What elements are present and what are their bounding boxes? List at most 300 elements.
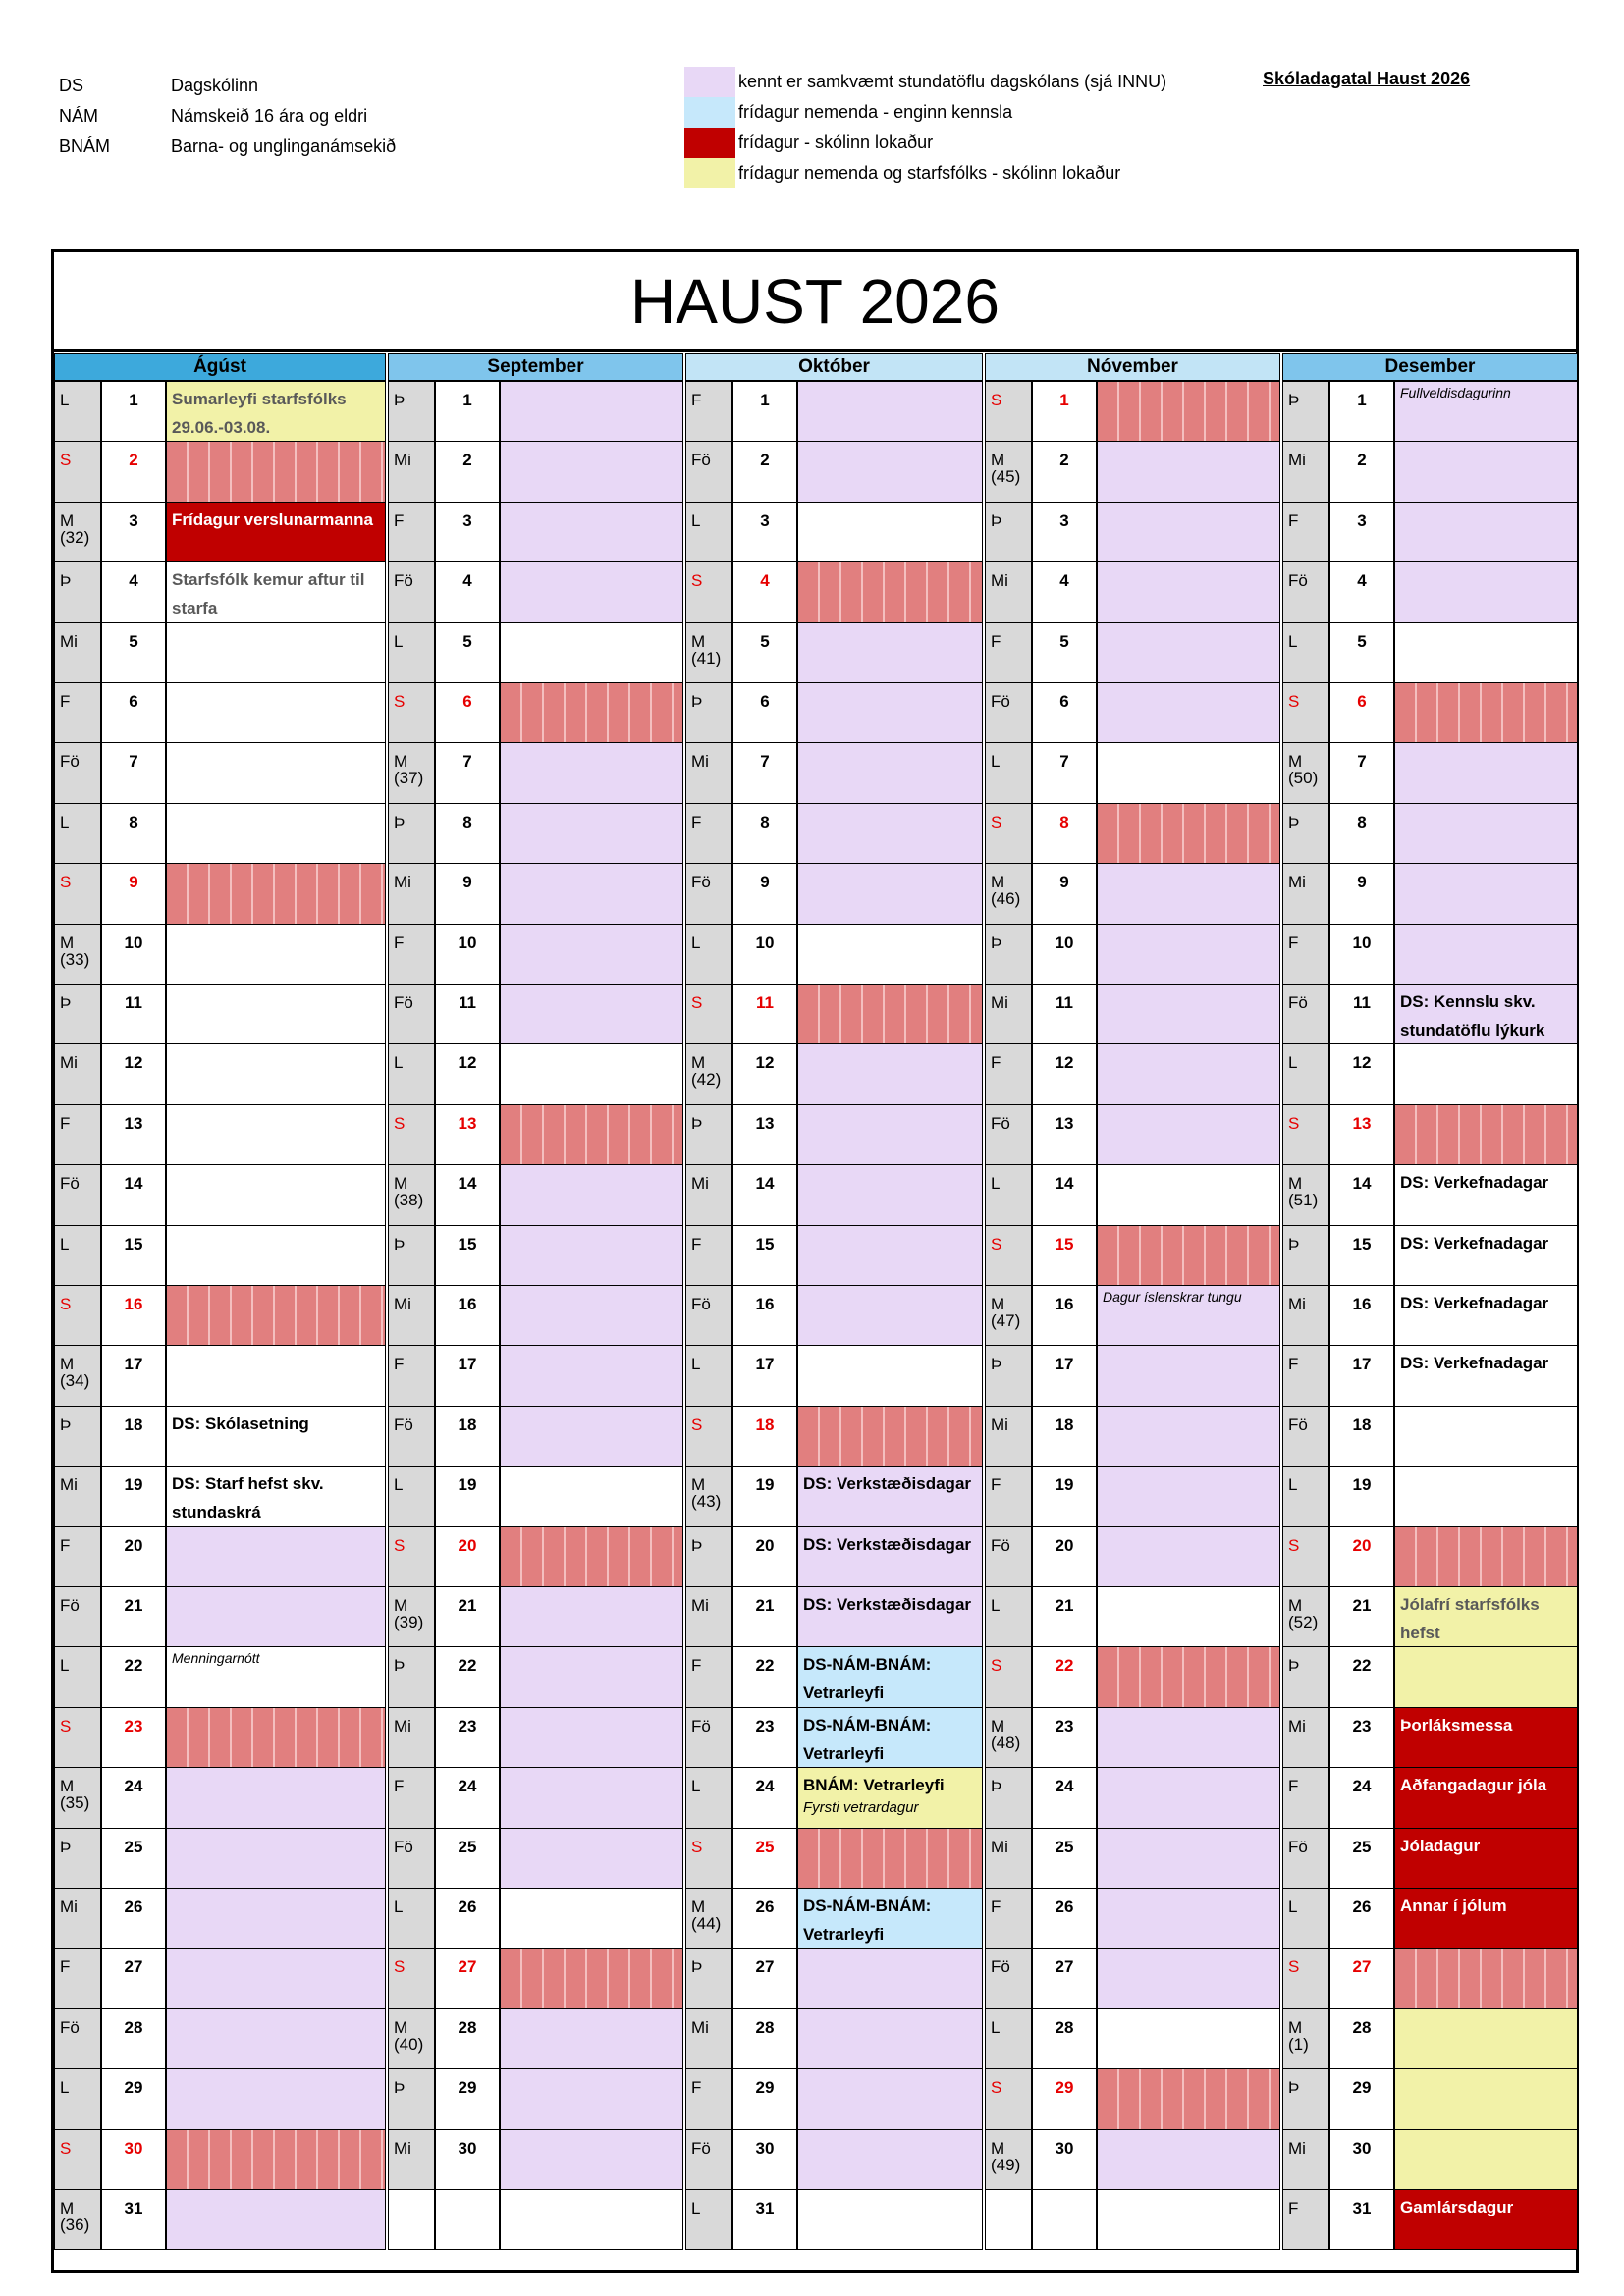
event-cell	[1394, 502, 1578, 562]
day-number: 1	[435, 381, 500, 442]
event-cell	[500, 984, 683, 1044]
weekday-label: Þ	[991, 1355, 1002, 1374]
weekday-cell	[54, 2008, 101, 2069]
weekday-cell	[1282, 441, 1329, 502]
event-cell	[1394, 803, 1578, 864]
event-cell	[797, 924, 983, 985]
event-label: DS-NÁM-BNÁM: Vetrarleyfi	[803, 1896, 932, 1944]
weekday-label: L	[691, 1777, 701, 1796]
event-cell	[1394, 2068, 1578, 2129]
day-number: 8	[1032, 803, 1097, 864]
day-row	[685, 1104, 983, 1165]
weekday-cell	[1282, 2189, 1329, 2250]
day-number: 28	[1032, 2008, 1097, 2069]
weekday-cell	[1282, 2068, 1329, 2129]
day-row	[388, 742, 683, 803]
weekday-label: L	[991, 2017, 1001, 2037]
week-number: (41)	[691, 648, 722, 667]
weekday-label: Þ	[60, 1415, 72, 1434]
event-cell	[1097, 1526, 1280, 1587]
event-cell	[797, 1406, 983, 1467]
weekday-cell	[685, 1225, 732, 1286]
weekday-cell	[1282, 1828, 1329, 1889]
day-row	[54, 2189, 386, 2250]
event-cell	[166, 1707, 386, 1768]
weekday-cell	[685, 1466, 732, 1526]
event-cell	[797, 1948, 983, 2008]
event-cell	[500, 1646, 683, 1707]
week-number: (32)	[60, 527, 90, 547]
event-cell	[797, 502, 983, 562]
weekday-label: L	[394, 631, 404, 651]
day-row	[54, 742, 386, 803]
weekday-label: Þ	[691, 1535, 703, 1555]
weekday-cell	[1282, 1526, 1329, 1587]
event-cell	[166, 1104, 386, 1165]
weekday-label: L	[691, 2199, 701, 2217]
event-cell	[1394, 1285, 1578, 1346]
weekday-cell	[985, 742, 1032, 803]
day-number: 26	[435, 1888, 500, 1949]
day-row	[1282, 502, 1578, 562]
color-legend-text: frídagur - skólinn lokaður	[738, 133, 934, 152]
day-row	[685, 863, 983, 924]
day-number: 17	[101, 1345, 166, 1406]
day-row	[1282, 984, 1578, 1044]
event-cell	[500, 2189, 683, 2250]
day-row	[685, 502, 983, 562]
weekday-cell	[685, 863, 732, 924]
week-number: (49)	[991, 2155, 1021, 2174]
event-cell	[166, 803, 386, 864]
day-row	[1282, 1104, 1578, 1165]
event-sublabel: Fyrsti vetrardagur	[803, 1799, 919, 1817]
event-label: BNÁM: Vetrarleyfi	[803, 1776, 945, 1795]
event-cell	[500, 1948, 683, 2008]
event-cell	[500, 1043, 683, 1104]
weekday-label: Mi	[394, 873, 411, 892]
day-row	[685, 1406, 983, 1467]
day-row	[54, 2129, 386, 2190]
event-cell	[500, 742, 683, 803]
day-number: 7	[732, 742, 797, 803]
day-number: 24	[1032, 1767, 1097, 1828]
day-number: 14	[732, 1164, 797, 1225]
day-number: 27	[1329, 1948, 1394, 2008]
day-row	[388, 1828, 683, 1889]
weekday-cell	[54, 622, 101, 683]
day-number: 23	[1329, 1707, 1394, 1768]
day-row	[985, 1345, 1280, 1406]
weekday-label: F	[60, 1957, 71, 1977]
day-row	[685, 381, 983, 442]
event-cell	[500, 924, 683, 985]
weekday-label: L	[1288, 1053, 1298, 1073]
weekday-cell	[985, 803, 1032, 864]
calendar-title: HAUST 2026	[54, 252, 1576, 352]
event-cell	[1097, 2189, 1280, 2250]
weekday-label: Mi	[60, 1053, 78, 1073]
event-cell	[797, 682, 983, 743]
weekday-label: Mi	[394, 1295, 411, 1313]
event-cell	[1394, 984, 1578, 1044]
day-number: 11	[101, 984, 166, 1044]
day-row	[1282, 1948, 1578, 2008]
event-cell	[1097, 381, 1280, 442]
day-row	[54, 502, 386, 562]
weekday-label: F	[60, 692, 71, 711]
weekday-label: Mi	[991, 1415, 1008, 1434]
event-cell	[797, 1225, 983, 1286]
day-row	[985, 924, 1280, 985]
weekday-label: S	[991, 1656, 1002, 1676]
weekday-cell	[685, 2068, 732, 2129]
event-cell	[500, 1406, 683, 1467]
day-row	[985, 1586, 1280, 1647]
event-cell	[166, 1164, 386, 1225]
event-cell	[1097, 2129, 1280, 2190]
day-number: 2	[1329, 441, 1394, 502]
weekday-label: Fö	[1288, 1837, 1308, 1856]
event-label: Jólafrí starfsfólks hefst	[1400, 1595, 1540, 1642]
event-cell	[166, 924, 386, 985]
day-row	[388, 1466, 683, 1526]
day-row	[388, 1345, 683, 1406]
event-cell	[166, 1345, 386, 1406]
day-row	[1282, 2189, 1578, 2250]
weekday-cell	[388, 1466, 435, 1526]
day-row	[985, 381, 1280, 442]
weekday-cell	[1282, 622, 1329, 683]
weekday-label: F	[991, 1897, 1001, 1916]
day-row	[985, 1466, 1280, 1526]
day-number: 30	[101, 2129, 166, 2190]
weekday-label: L	[1288, 631, 1298, 651]
weekday-cell	[1282, 1225, 1329, 1286]
weekday-label: Mi	[991, 1837, 1008, 1856]
event-note: Dagur íslenskrar tungu	[1103, 1289, 1242, 1305]
event-cell	[797, 1285, 983, 1346]
day-row	[388, 682, 683, 743]
day-number: 28	[435, 2008, 500, 2069]
event-cell	[1097, 1948, 1280, 2008]
day-row	[388, 803, 683, 864]
day-number: 18	[732, 1406, 797, 1467]
day-row	[985, 1285, 1280, 1346]
abbreviation-legend	[59, 71, 396, 162]
day-row	[54, 1586, 386, 1647]
weekday-cell	[388, 381, 435, 442]
day-row	[985, 1828, 1280, 1889]
weekday-cell	[685, 1767, 732, 1828]
color-legend	[684, 67, 1166, 188]
day-number: 2	[435, 441, 500, 502]
weekday-label: Fö	[991, 692, 1010, 711]
weekday-label: S	[691, 1837, 703, 1856]
abbreviation-value: Námskeið 16 ára og eldri	[171, 106, 368, 126]
day-number: 16	[435, 1285, 500, 1346]
day-row	[1282, 1225, 1578, 1286]
weekday-cell	[1282, 1707, 1329, 1768]
day-row	[54, 1948, 386, 2008]
day-row	[985, 1888, 1280, 1949]
day-number: 16	[1329, 1285, 1394, 1346]
week-number: (50)	[1288, 769, 1319, 788]
weekday-label: F	[1288, 510, 1299, 530]
day-row	[685, 803, 983, 864]
day-number: 1	[732, 381, 797, 442]
weekday-cell	[388, 1043, 435, 1104]
day-number: 25	[732, 1828, 797, 1889]
day-row	[685, 2129, 983, 2190]
day-row	[985, 803, 1280, 864]
weekday-label: S	[60, 1295, 72, 1313]
weekday-label: L	[691, 933, 701, 952]
color-swatch	[684, 97, 735, 128]
day-row	[685, 1888, 983, 1949]
day-row	[1282, 1828, 1578, 1889]
weekday-cell	[54, 1586, 101, 1647]
event-cell	[166, 682, 386, 743]
week-number: (39)	[394, 1613, 424, 1631]
day-number: 28	[732, 2008, 797, 2069]
day-row	[388, 924, 683, 985]
weekday-label: Fö	[991, 1113, 1010, 1133]
weekday-label: M	[991, 1716, 1005, 1735]
weekday-label: Þ	[691, 692, 703, 711]
day-number: 19	[435, 1466, 500, 1526]
day-number: 16	[732, 1285, 797, 1346]
weekday-label: Fö	[394, 993, 413, 1012]
weekday-cell	[388, 2189, 435, 2250]
weekday-cell	[388, 561, 435, 622]
day-number: 2	[101, 441, 166, 502]
event-cell	[1097, 1767, 1280, 1828]
weekday-cell	[1282, 1586, 1329, 1647]
day-number: 25	[1329, 1828, 1394, 1889]
event-cell	[1097, 1888, 1280, 1949]
day-number: 18	[1032, 1406, 1097, 1467]
weekday-label: F	[394, 1355, 405, 1374]
day-row	[388, 2068, 683, 2129]
event-cell	[797, 381, 983, 442]
weekday-cell	[388, 1707, 435, 1768]
weekday-label: S	[394, 692, 406, 711]
day-row	[388, 1586, 683, 1647]
day-row	[388, 1285, 683, 1346]
day-row	[685, 924, 983, 985]
day-row	[985, 2008, 1280, 2069]
day-number: 30	[1329, 2129, 1394, 2190]
weekday-label: S	[394, 1535, 406, 1555]
weekday-label: Þ	[1288, 812, 1300, 831]
day-row	[388, 2129, 683, 2190]
weekday-label: S	[1288, 692, 1300, 711]
weekday-cell	[985, 1526, 1032, 1587]
day-number: 5	[101, 622, 166, 683]
event-label: Þorláksmessa	[1400, 1715, 1513, 1735]
day-number: 8	[732, 803, 797, 864]
abbreviation-key: NÁM	[59, 106, 98, 126]
weekday-label: M	[991, 451, 1005, 470]
weekday-label: Þ	[60, 993, 72, 1012]
day-row	[985, 2189, 1280, 2250]
weekday-cell	[685, 381, 732, 442]
day-number: 28	[101, 2008, 166, 2069]
weekday-cell	[685, 441, 732, 502]
weekday-label: S	[394, 1957, 406, 1977]
day-row	[985, 1104, 1280, 1165]
weekday-label: Mi	[691, 2017, 709, 2037]
event-cell	[1097, 984, 1280, 1044]
event-cell	[797, 1828, 983, 1889]
day-row	[54, 924, 386, 985]
weekday-label: Fö	[1288, 993, 1308, 1012]
event-cell	[1394, 2189, 1578, 2250]
day-number: 30	[732, 2129, 797, 2190]
day-row	[388, 1767, 683, 1828]
weekday-label: M	[394, 1174, 408, 1194]
day-row	[54, 2008, 386, 2069]
day-number: 10	[435, 924, 500, 985]
weekday-label: Mi	[60, 631, 78, 651]
day-number: 28	[1329, 2008, 1394, 2069]
weekday-label: M	[1288, 2017, 1303, 2037]
day-number: 29	[101, 2068, 166, 2129]
weekday-label: M	[1288, 1174, 1303, 1194]
day-row	[54, 622, 386, 683]
day-number: 12	[1329, 1043, 1394, 1104]
day-row	[54, 1043, 386, 1104]
weekday-label: Fö	[394, 1837, 413, 1856]
weekday-cell	[388, 441, 435, 502]
event-label: Jóladagur	[1400, 1836, 1481, 1855]
week-number: (42)	[691, 1070, 722, 1090]
event-cell	[166, 381, 386, 442]
day-row	[685, 2189, 983, 2250]
weekday-label: F	[691, 2078, 702, 2098]
weekday-label: Mi	[1288, 451, 1306, 470]
day-row	[388, 1948, 683, 2008]
day-number: 22	[1032, 1646, 1097, 1707]
weekday-label: Mi	[60, 1897, 78, 1916]
day-row	[1282, 441, 1578, 502]
day-number: 25	[101, 1828, 166, 1889]
event-label: DS: Verkstæðisdagar	[803, 1474, 972, 1494]
day-number: 15	[101, 1225, 166, 1286]
weekday-cell	[985, 863, 1032, 924]
day-row	[54, 1285, 386, 1346]
weekday-cell	[1282, 863, 1329, 924]
weekday-label: S	[991, 391, 1002, 409]
day-number: 15	[1329, 1225, 1394, 1286]
day-number: 5	[732, 622, 797, 683]
event-cell	[1097, 1104, 1280, 1165]
day-row	[685, 1345, 983, 1406]
event-cell	[797, 1586, 983, 1647]
event-cell	[500, 561, 683, 622]
day-row	[685, 1225, 983, 1286]
weekday-label: Þ	[1288, 391, 1300, 409]
weekday-label: M	[691, 631, 706, 651]
week-number: (44)	[691, 1914, 722, 1933]
day-row	[1282, 2129, 1578, 2190]
day-number: 14	[1329, 1164, 1394, 1225]
day-number: 5	[1329, 622, 1394, 683]
weekday-cell	[985, 1586, 1032, 1647]
weekday-label: Mi	[394, 2138, 411, 2158]
event-cell	[1097, 682, 1280, 743]
weekday-label: Þ	[394, 1234, 406, 1254]
day-number: 13	[435, 1104, 500, 1165]
day-row	[1282, 742, 1578, 803]
day-number: 6	[1329, 682, 1394, 743]
weekday-label: M	[60, 510, 75, 530]
day-row	[1282, 863, 1578, 924]
day-number: 24	[435, 1767, 500, 1828]
event-cell	[797, 984, 983, 1044]
weekday-cell	[685, 1586, 732, 1647]
weekday-cell	[388, 742, 435, 803]
event-cell	[500, 441, 683, 502]
day-number: 13	[1032, 1104, 1097, 1165]
event-cell	[166, 1406, 386, 1467]
day-row	[1282, 1707, 1578, 1768]
event-cell	[166, 1225, 386, 1286]
event-cell	[1097, 803, 1280, 864]
day-row	[388, 863, 683, 924]
event-cell	[1097, 1164, 1280, 1225]
day-row	[685, 1767, 983, 1828]
weekday-label: Mi	[394, 451, 411, 470]
weekday-label: M	[60, 2199, 75, 2217]
day-row	[685, 622, 983, 683]
weekday-cell	[685, 502, 732, 562]
event-label: DS: Starf hefst skv. stundaskrá	[172, 1474, 324, 1522]
day-number: 14	[101, 1164, 166, 1225]
weekday-label: F	[1288, 1355, 1299, 1374]
weekday-label: Mi	[991, 571, 1008, 591]
day-number: 24	[101, 1767, 166, 1828]
day-number: 3	[1032, 502, 1097, 562]
event-label: DS: Verkefnadagar	[1400, 1173, 1549, 1193]
day-row	[985, 1646, 1280, 1707]
day-number: 10	[1329, 924, 1394, 985]
weekday-cell	[54, 2129, 101, 2190]
event-cell	[1394, 1767, 1578, 1828]
day-number: 7	[1329, 742, 1394, 803]
event-cell	[500, 1466, 683, 1526]
event-cell	[1097, 502, 1280, 562]
event-cell	[500, 1707, 683, 1768]
event-cell	[797, 561, 983, 622]
day-row	[54, 1406, 386, 1467]
weekday-label: L	[60, 2078, 70, 2098]
weekday-cell	[985, 2129, 1032, 2190]
event-cell	[797, 2129, 983, 2190]
day-row	[985, 682, 1280, 743]
weekday-label: Fö	[394, 571, 413, 591]
weekday-label: Mi	[691, 1596, 709, 1615]
day-row	[1282, 1285, 1578, 1346]
event-cell	[166, 622, 386, 683]
day-row	[985, 1164, 1280, 1225]
day-number: 8	[435, 803, 500, 864]
day-row	[54, 561, 386, 622]
day-number: 13	[1329, 1104, 1394, 1165]
event-cell	[797, 742, 983, 803]
week-number: (34)	[60, 1371, 90, 1391]
